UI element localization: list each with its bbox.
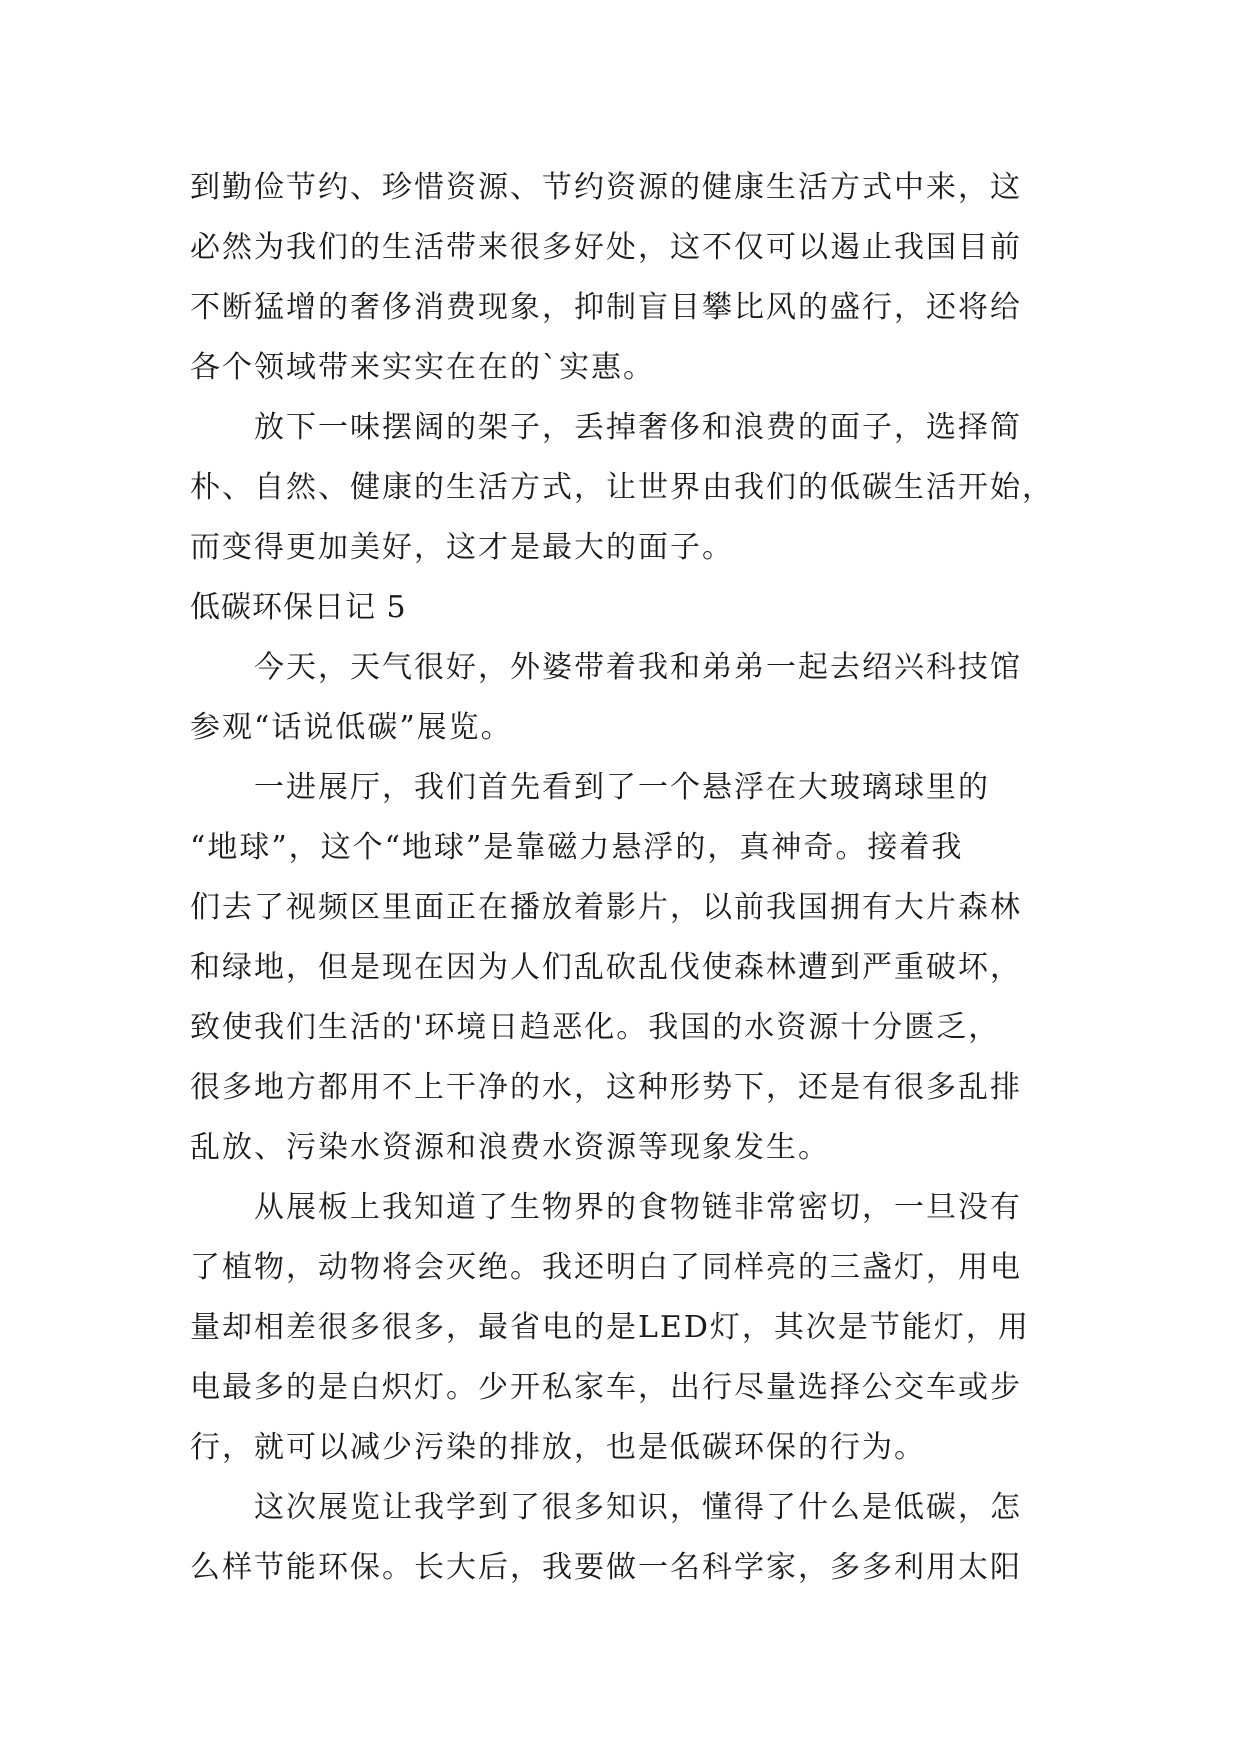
section-heading: 低碳环保日记 5 bbox=[190, 590, 407, 625]
text-line: 各个领域带来实实在在的`实惠。 bbox=[190, 350, 655, 385]
text-line: 参观“话说低碳”展览。 bbox=[190, 710, 513, 745]
text-line: 朴、自然、健康的生活方式，让世界由我们的低碳生活开始， bbox=[190, 470, 1054, 505]
text-line: 量却相差很多很多，最省电的是LED灯，其次是节能灯，用 bbox=[190, 1310, 1030, 1345]
text-line: 致使我们生活的'环境日趋恶化。我国的水资源十分匮乏， bbox=[190, 1010, 1001, 1045]
text-line: 必然为我们的生活带来很多好处，这不仅可以遏止我国目前 bbox=[190, 230, 1022, 265]
text-line: 乱放、污染水资源和浪费水资源等现象发生。 bbox=[190, 1130, 830, 1165]
text-line: 么样节能环保。长大后，我要做一名科学家，多多利用太阳 bbox=[190, 1550, 1022, 1585]
text-line: 而变得更加美好，这才是最大的面子。 bbox=[190, 530, 734, 565]
document-body bbox=[190, 158, 1054, 1598]
text-line: 和绿地，但是现在因为人们乱砍乱伐使森林遭到严重破坏， bbox=[190, 950, 1022, 985]
paragraph-first-line: 这次展览让我学到了很多知识，懂得了什么是低碳，怎 bbox=[254, 1490, 1022, 1525]
text-line: 了植物，动物将会灭绝。我还明白了同样亮的三盏灯，用电 bbox=[190, 1250, 1022, 1285]
paragraph-first-line: 一进展厅，我们首先看到了一个悬浮在大玻璃球里的 bbox=[254, 770, 990, 805]
paragraph-first-line: 放下一味摆阔的架子，丢掉奢侈和浪费的面子，选择简 bbox=[254, 410, 1022, 445]
text-line: 电最多的是白炽灯。少开私家车，出行尽量选择公交车或步 bbox=[190, 1370, 1022, 1405]
text-line: 行，就可以减少污染的排放，也是低碳环保的行为。 bbox=[190, 1430, 926, 1465]
text-line: 很多地方都用不上干净的水，这种形势下，还是有很多乱排 bbox=[190, 1070, 1022, 1105]
text-line: 不断猛增的奢侈消费现象，抑制盲目攀比风的盛行，还将给 bbox=[190, 290, 1022, 325]
paragraph-first-line: 今天，天气很好，外婆带着我和弟弟一起去绍兴科技馆 bbox=[254, 650, 1022, 685]
paragraph-first-line: 从展板上我知道了生物界的食物链非常密切，一旦没有 bbox=[254, 1190, 1022, 1225]
text-line: 到勤俭节约、珍惜资源、节约资源的健康生活方式中来，这 bbox=[190, 170, 1022, 205]
text-line: “地球”，这个“地球”是靠磁力悬浮的，真神奇。接着我 bbox=[190, 830, 964, 865]
text-line: 们去了视频区里面正在播放着影片，以前我国拥有大片森林 bbox=[190, 890, 1022, 925]
